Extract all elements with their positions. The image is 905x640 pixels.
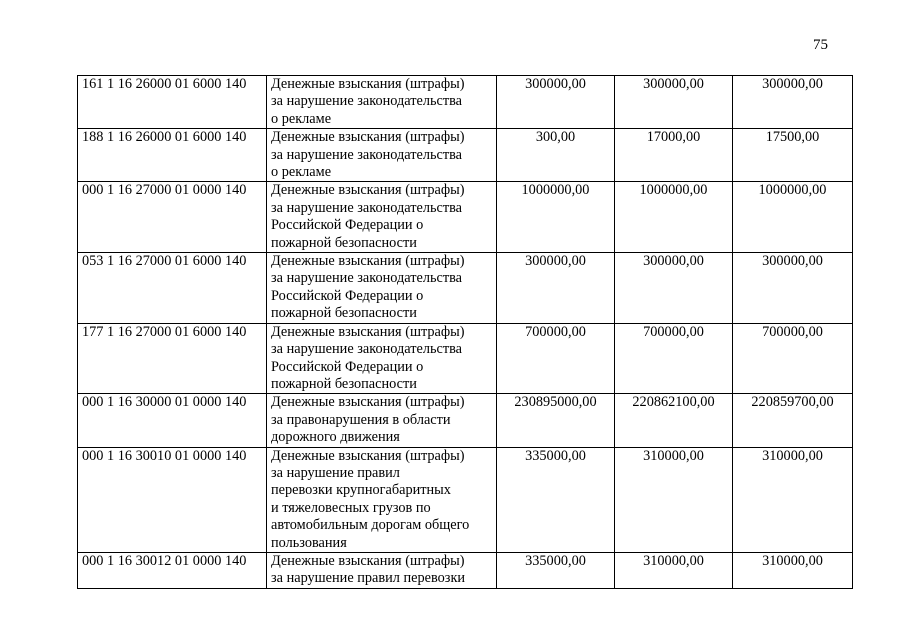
amount-year-2-cell: 300000,00 [615,76,733,129]
description-line: Денежные взыскания (штрафы) [271,76,465,92]
description-line: Денежные взыскания (штрафы) [271,323,465,340]
description-line: за нарушение правил перевозки [271,570,466,587]
description-line: о рекламе [271,110,332,127]
description-line: пожарной безопасности [271,375,417,392]
amount-year-1-cell: 335000,00 [497,552,615,588]
amount-year-1-cell: 300000,00 [497,253,615,324]
description-line: за нарушение законодательства [271,146,462,163]
description-cell [267,323,497,394]
table-row [78,552,853,588]
income-code-cell: 053 1 16 27000 01 6000 140 [78,253,267,324]
amount-year-1-cell: 335000,00 [497,447,615,552]
description-cell [267,76,497,129]
amount-year-2-cell: 300000,00 [615,253,733,324]
description-line: Денежные взыскания (штрафы) [271,182,465,199]
income-code-cell: 000 1 16 30010 01 0000 140 [78,447,267,552]
table-row [78,182,853,253]
description-cell [267,253,497,324]
description-line: и тяжеловесных грузов по [271,499,431,516]
description-line: Денежные взыскания (штрафы) [271,253,465,270]
amount-year-2-cell: 310000,00 [615,447,733,552]
description-line: пожарной безопасности [271,305,417,322]
amount-year-2-cell: 310000,00 [615,552,733,588]
description-line: Денежные взыскания (штрафы) [271,394,465,411]
description-line: Российской Федерации о [271,217,424,234]
description-line: за нарушение законодательства [271,270,462,287]
income-code-cell: 161 1 16 26000 01 6000 140 [78,76,267,129]
description-cell [267,552,497,588]
description-line: Денежные взыскания (штрафы) [271,552,465,569]
income-code-cell: 188 1 16 26000 01 6000 140 [78,129,267,182]
description-line: за нарушение законодательства [271,93,462,110]
description-cell [267,129,497,182]
description-line: за нарушение законодательства [271,341,462,358]
amount-year-2-cell: 700000,00 [615,323,733,394]
amount-year-2-cell: 17000,00 [615,129,733,182]
amount-year-3-cell: 310000,00 [733,552,853,588]
description-line: за нарушение законодательства [271,199,462,216]
description-line: автомобильным дорогам общего [271,517,470,534]
description-line: пользования [271,534,347,551]
amount-year-1-cell: 1000000,00 [497,182,615,253]
income-code-cell: 000 1 16 27000 01 0000 140 [78,182,267,253]
table-row [78,447,853,552]
budget-revenue-table [77,75,853,589]
table-row [78,394,853,447]
amount-year-1-cell: 230895000,00 [497,394,615,447]
table-row [78,76,853,129]
description-line: пожарной безопасности [271,234,417,251]
description-line: Денежные взыскания (штрафы) [271,447,465,464]
description-line: перевозки крупногабаритных [271,482,451,499]
table-row [78,253,853,324]
amount-year-1-cell: 300000,00 [497,76,615,129]
income-code-cell: 000 1 16 30012 01 0000 140 [78,552,267,588]
table-row [78,323,853,394]
amount-year-3-cell: 1000000,00 [733,182,853,253]
table-row [78,129,853,182]
income-code-cell: 000 1 16 30000 01 0000 140 [78,394,267,447]
description-line: дорожного движения [271,429,400,446]
description-line: Российской Федерации о [271,358,424,375]
amount-year-2-cell: 220862100,00 [615,394,733,447]
amount-year-3-cell: 700000,00 [733,323,853,394]
amount-year-3-cell: 300000,00 [733,253,853,324]
amount-year-3-cell: 300000,00 [733,76,853,129]
description-line: за правонарушения в области [271,411,451,428]
amount-year-3-cell: 17500,00 [733,129,853,182]
description-line: Денежные взыскания (штрафы) [271,129,465,146]
description-cell [267,447,497,552]
amount-year-2-cell: 1000000,00 [615,182,733,253]
amount-year-3-cell: 220859700,00 [733,394,853,447]
description-cell [267,182,497,253]
description-line: за нарушение правил [271,464,400,481]
amount-year-3-cell: 310000,00 [733,447,853,552]
amount-year-1-cell: 300,00 [497,129,615,182]
amount-year-1-cell: 700000,00 [497,323,615,394]
description-line: о рекламе [271,164,332,181]
description-cell [267,394,497,447]
description-line: Российской Федерации о [271,287,424,304]
page-number: 75 [813,37,828,53]
income-code-cell: 177 1 16 27000 01 6000 140 [78,323,267,394]
